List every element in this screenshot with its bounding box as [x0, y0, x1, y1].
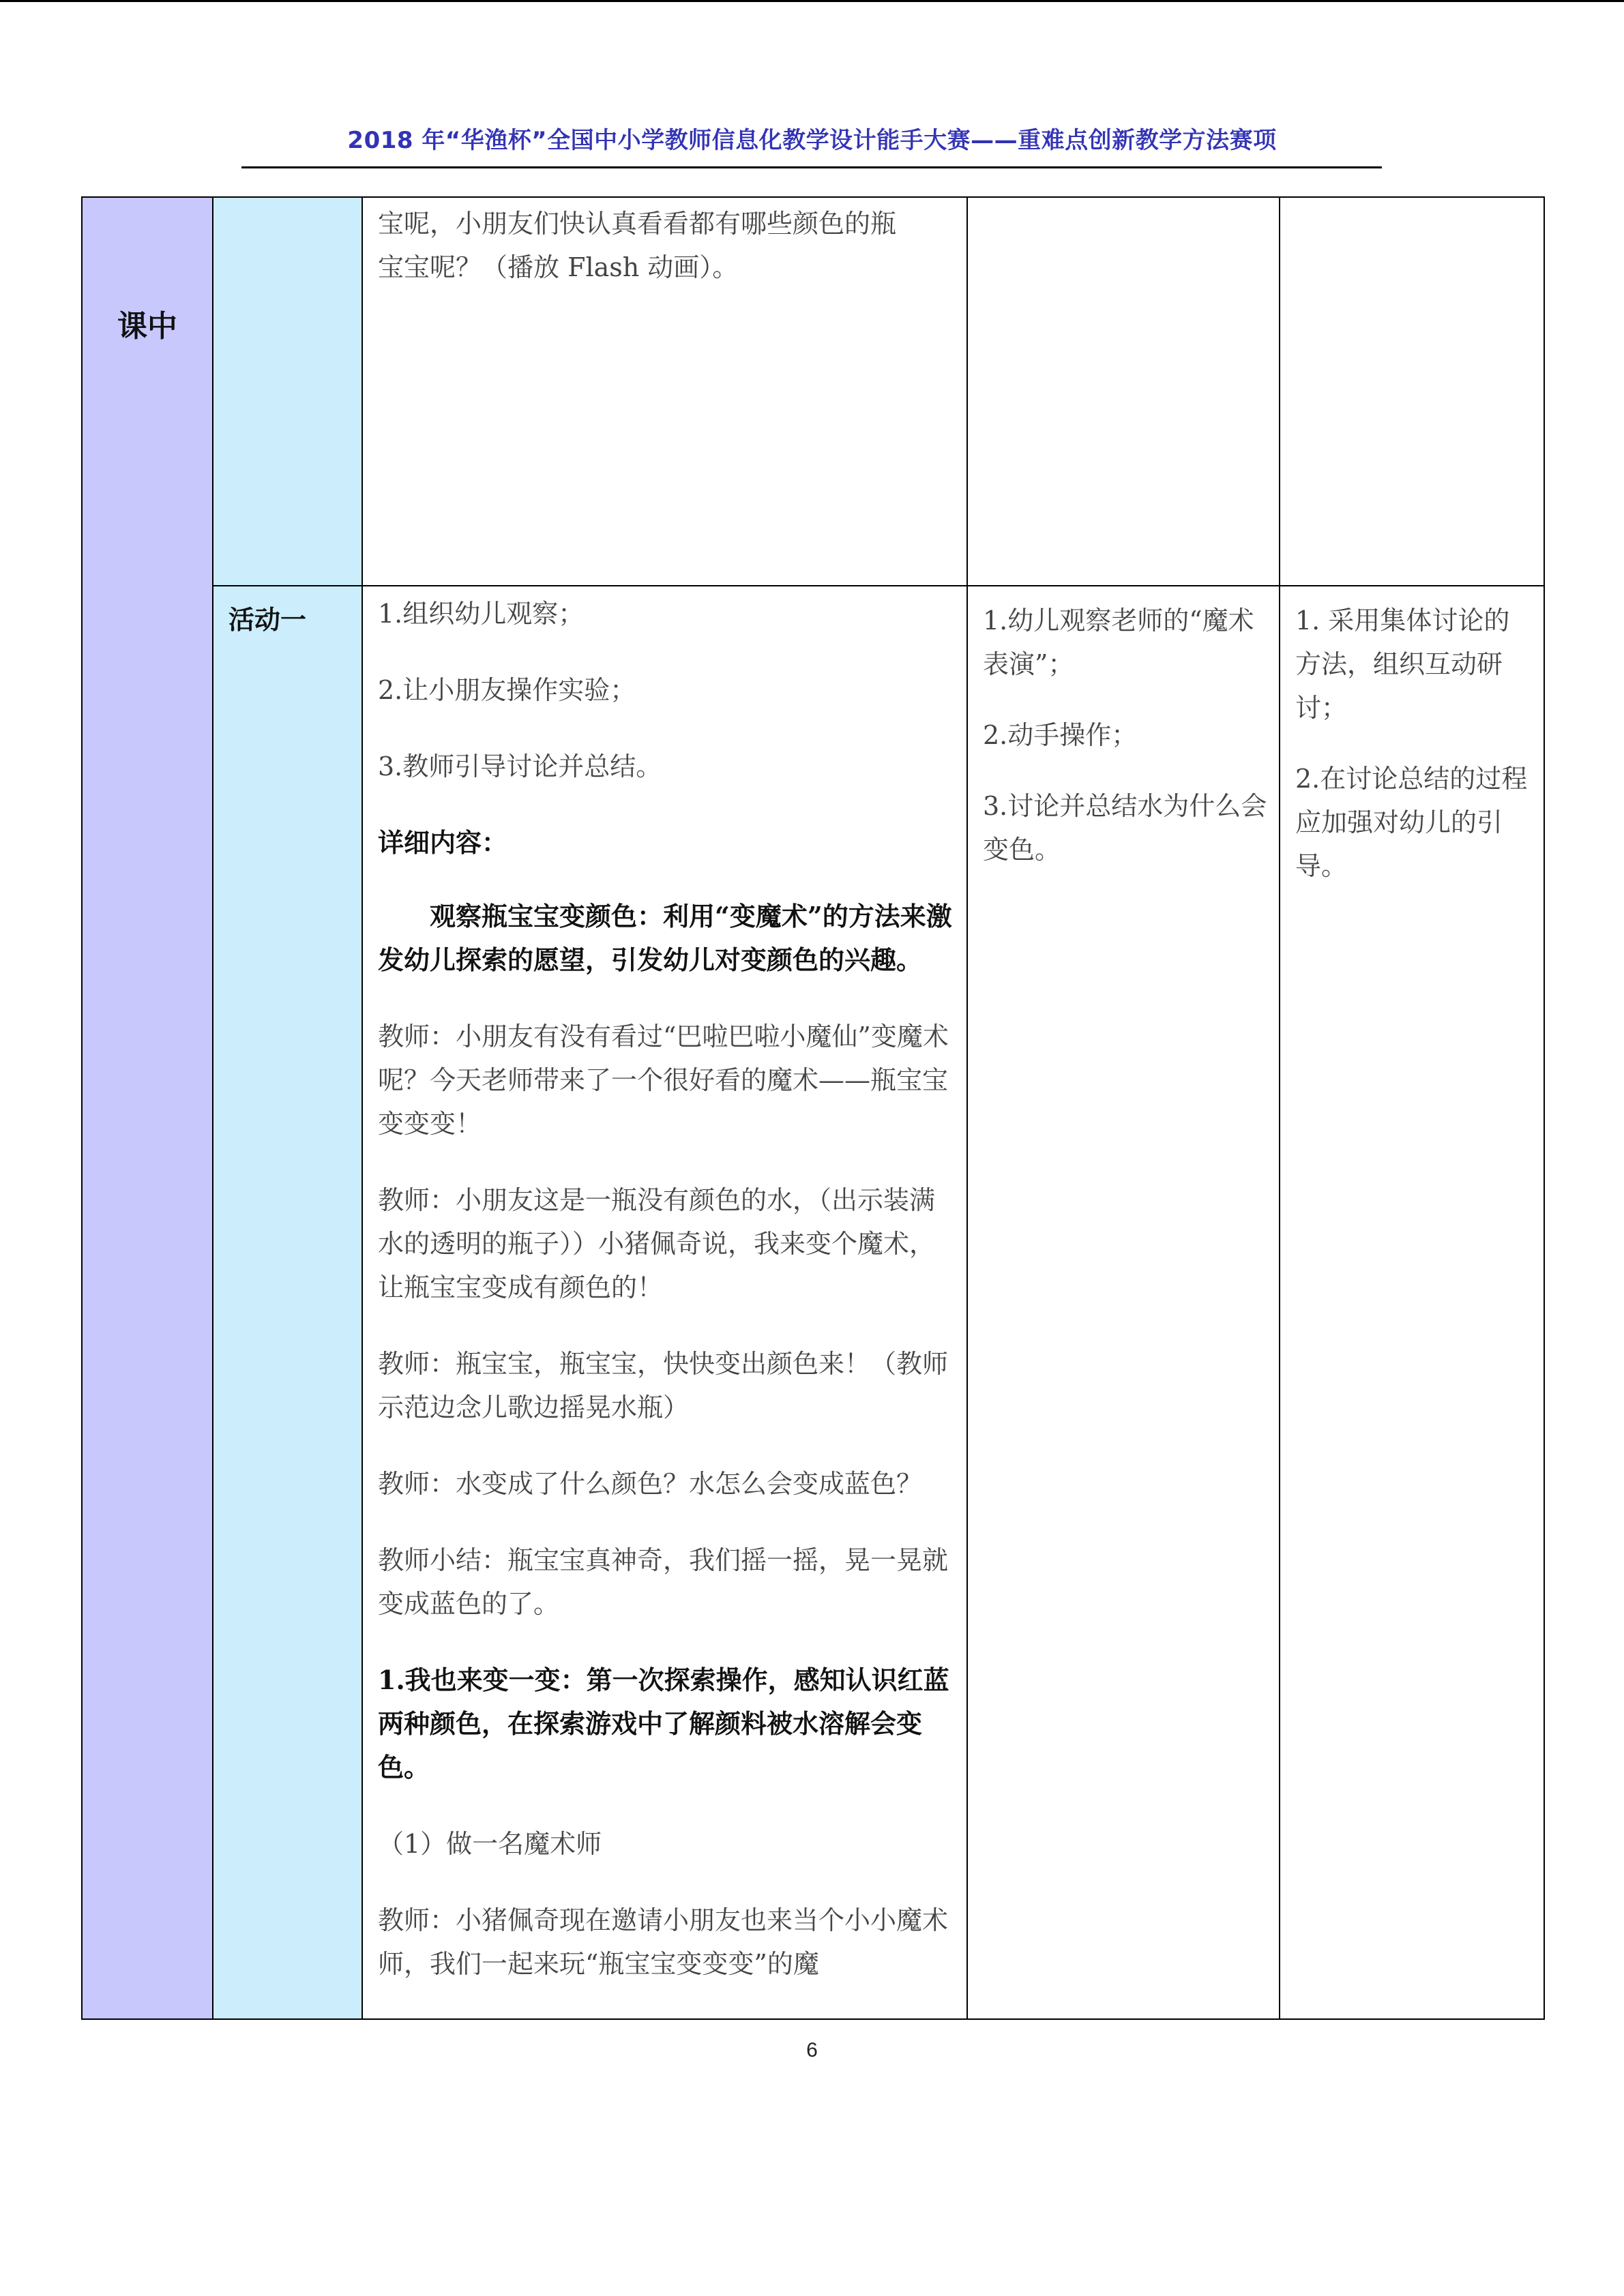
- dialog-paragraph: 教师：小猪佩奇现在邀请小朋友也来当个小小魔术师，我们一起来玩“瓶宝宝变变变”的魔: [378, 1905, 949, 1979]
- dialog-paragraph: 教师：小朋友有没有看过“巴啦巴啦小魔仙”变魔术呢？今天老师带来了一个很好看的魔术——瓶宝宝变变变！: [378, 1022, 949, 1139]
- student-activity-text: [968, 198, 1279, 210]
- page-top-border: [0, 0, 1624, 2]
- step-3: 3.教师引导讨论并总结。: [378, 751, 662, 781]
- content-line: 宝宝呢？（播放 Flash 动画）。: [378, 252, 739, 282]
- dialog-paragraph: 教师：水变成了什么颜色？水怎么会变成蓝色？: [378, 1469, 923, 1499]
- step-1: 1.组织幼儿观察；: [378, 599, 585, 629]
- design-intent-text: [1280, 198, 1544, 210]
- design-item: 2.在讨论总结的过程应加强对幼儿的引导。: [1295, 764, 1528, 881]
- student-activity-cell: [967, 197, 1280, 586]
- student-item: 2.动手操作；: [983, 720, 1138, 750]
- activity-cell: [213, 586, 362, 2019]
- document-header-title: 2018 年“华渔杯”全国中小学教师信息化教学设计能手大赛——重难点创新教学方法赛项: [347, 127, 1277, 154]
- student-item: 3.讨论并总结水为什么会变色。: [983, 791, 1267, 865]
- table-row: [82, 197, 1544, 586]
- design-intent-cell: [1280, 586, 1544, 2019]
- content-cell: [362, 197, 967, 586]
- dialog-paragraph: 教师：小朋友这是一瓶没有颜色的水，（出示装满水的透明的瓶子））小猪佩奇说，我来变个魔术，让瓶宝宝变成有颜色的！: [378, 1185, 936, 1302]
- design-item: 1. 采用集体讨论的方法，组织互动研讨；: [1295, 606, 1510, 723]
- content-line: 宝呢，小朋友们快认真看看都有哪些颜色的瓶: [378, 209, 897, 239]
- phase-label: 课中: [117, 309, 177, 344]
- phase-cell: [82, 197, 213, 2019]
- summary-paragraph: 教师小结：瓶宝宝真神奇，我们摇一摇，晃一晃就变成蓝色的了。: [378, 1545, 949, 1619]
- activity-cell-empty: [213, 197, 362, 586]
- table-row: [82, 586, 1544, 2019]
- activity-label: 活动一: [228, 605, 307, 635]
- lesson-plan-table: [81, 196, 1545, 2020]
- header-underline: [241, 166, 1382, 168]
- student-activity-cell: [967, 586, 1280, 2019]
- page-number: 6: [806, 2039, 818, 2061]
- observe-paragraph: 观察瓶宝宝变颜色：利用“变魔术”的方法来激发幼儿探索的愿望，引发幼儿对变颜色的兴趣。: [378, 901, 952, 975]
- design-intent-cell: [1280, 197, 1544, 586]
- sub-heading: （1）做一名魔术师: [378, 1829, 602, 1859]
- explore-paragraph: 1.我也来变一变：第一次探索操作，感知认识红蓝两种颜色，在探索游戏中了解颜料被水溶解会变色。: [378, 1665, 949, 1783]
- activity-label: [213, 198, 361, 210]
- detail-heading: 详细内容：: [378, 827, 508, 858]
- dialog-paragraph: 教师：瓶宝宝，瓶宝宝，快快变出颜色来！（教师示范边念儿歌边摇晃水瓶）: [378, 1349, 949, 1422]
- step-2: 2.让小朋友操作实验；: [378, 675, 636, 705]
- content-cell: [362, 586, 967, 2019]
- student-item: 1.幼儿观察老师的“魔术表演”；: [983, 606, 1254, 679]
